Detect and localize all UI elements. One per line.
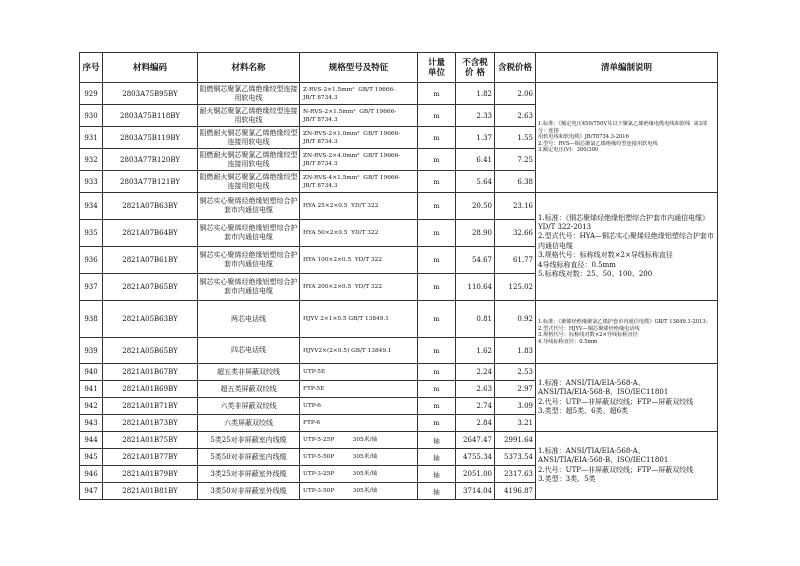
material-code: 2821A07B64BY: [103, 220, 198, 247]
material-code: 2821A01B81BY: [103, 483, 198, 500]
price-excl-tax: 110.64: [456, 274, 495, 301]
material-code: 2821A01B73BY: [103, 415, 198, 432]
header-name: 材料名称: [198, 53, 300, 83]
material-code: 2803A75B118BY: [103, 105, 198, 127]
unit: m: [418, 364, 456, 381]
spec-model: HYA 200×2×0.5 YD/T 322: [300, 274, 418, 301]
row-number: 933: [80, 171, 103, 193]
row-number: 943: [80, 415, 103, 432]
row-number: 946: [80, 466, 103, 483]
material-name: 铜芯实心聚烯烃绝缘铝塑综合护套市内通信电缆: [198, 247, 300, 274]
unit: m: [418, 381, 456, 398]
material-name: 5类25对非屏蔽室内线缆: [198, 432, 300, 449]
unit: 轴: [418, 466, 456, 483]
notes-g3: 1.标准：《聚烯烃绝缘聚氯乙烯护套市内通信电缆》GB/T 13849.1-2013；2.型式代号：HJYV—铜芯聚烯烃绝缘电话线 3.规格代号：标称线对数×2×导线标称直径 4.导线标称直径：0.5mm: [536, 301, 718, 364]
price-excl-tax: 54.67: [456, 247, 495, 274]
row-number: 932: [80, 149, 103, 171]
row-number: 944: [80, 432, 103, 449]
table-row: [80, 432, 718, 449]
price-excl-tax: 6.41: [456, 149, 495, 171]
notes-g5: 1.标准：ANSI/TIA/EIA-568-A、 ANSI/TIA/EIA-568-B、ISO/IEC11801 2.代号：UTP—非屏蔽双绞线；FTP—屏蔽双绞线 3.类型：3类、5类: [536, 432, 718, 500]
price-incl-tax: 2.97: [495, 381, 536, 398]
material-name: 5类50对非屏蔽室内线缆: [198, 449, 300, 466]
material-name: 六类非屏蔽双绞线: [198, 398, 300, 415]
unit: m: [418, 301, 456, 338]
spec-model: HJYV2×(2×0.5) GB/T 13849.1: [300, 338, 418, 364]
material-code: 2803A77B120BY: [103, 149, 198, 171]
price-incl-tax: 2.53: [495, 364, 536, 381]
material-code: 2821A01B75BY: [103, 432, 198, 449]
spec-model: FTP-5E: [300, 381, 418, 398]
spec-model: N-RVS-2×1.5mm² GB/T 19666- JB/T 8734.3: [300, 105, 418, 127]
price-excl-tax: 2.74: [456, 398, 495, 415]
table-row: [80, 83, 718, 105]
material-name: 四芯电话线: [198, 338, 300, 364]
material-code: 2821A05B65BY: [103, 338, 198, 364]
price-excl-tax: 2.33: [456, 105, 495, 127]
material-code: 2803A77B121BY: [103, 171, 198, 193]
unit: m: [418, 274, 456, 301]
notes-g2: 1.标准：《铜芯聚烯烃绝缘铝塑综合护套市内通信电缆》YD/T 322-2013 2.型式代号：HYA—铜芯实心聚烯烃绝缘铝塑综合护套市内通信电缆 3.规格代号：标称线对数×2×导线标称直径 4导线标称直径：0.5mm 5.标称线对数：25、50、100、200: [536, 193, 718, 301]
material-code: 2803A75B119BY: [103, 127, 198, 149]
spec-model: HYA 25×2×0.5 YD/T 322: [300, 193, 418, 220]
material-code: 2821A07B65BY: [103, 274, 198, 301]
header-price-ex: 不含税 价 格: [456, 53, 495, 83]
header-row: [80, 53, 718, 83]
material-name: 耐火铜芯聚氯乙烯绝缘绞型连接用软电线: [198, 105, 300, 127]
spec-model: FTP-6: [300, 415, 418, 432]
material-code: 2821A05B63BY: [103, 301, 198, 338]
unit: m: [418, 193, 456, 220]
material-name: 阻燃铜芯聚氯乙烯绝缘绞型连接用软电线: [198, 83, 300, 105]
row-number: 938: [80, 301, 103, 338]
material-code: 2821A01B77BY: [103, 449, 198, 466]
material-name: 阻燃耐火铜芯聚氯乙烯绝缘绞型连接用软电线: [198, 127, 300, 149]
spec-model: UTP-5-25P 305米/轴: [300, 432, 418, 449]
row-number: 931: [80, 127, 103, 149]
table-row: [80, 193, 718, 220]
row-number: 935: [80, 220, 103, 247]
spec-model: HYA 50×2×0.5 YD/T 322: [300, 220, 418, 247]
spec-model: ZN-RVS-2×4.0mm² GB/T 19666- JB/T 8734.3: [300, 149, 418, 171]
material-code: 2821A07B63BY: [103, 193, 198, 220]
material-name: 两芯电话线: [198, 301, 300, 338]
spec-model: HJYV 2×1×0.5 GB/T 13849.1: [300, 301, 418, 338]
spec-model: UTP-5E: [300, 364, 418, 381]
material-name: 3类25对非屏蔽室外线缆: [198, 466, 300, 483]
table-row: [80, 364, 718, 381]
price-incl-tax: 1.83: [495, 338, 536, 364]
material-code: 2803A75B95BY: [103, 83, 198, 105]
header-price-in: 含税价格: [495, 53, 536, 83]
price-incl-tax: 3.09: [495, 398, 536, 415]
price-incl-tax: 2.63: [495, 105, 536, 127]
price-excl-tax: 2.63: [456, 381, 495, 398]
price-excl-tax: 2647.47: [456, 432, 495, 449]
material-name: 阻燃耐火铜芯聚氯乙烯绝缘绞型连接用软电线: [198, 171, 300, 193]
price-excl-tax: 1.62: [456, 338, 495, 364]
material-code: 2821A01B79BY: [103, 466, 198, 483]
row-number: 939: [80, 338, 103, 364]
spec-model: UTP-3-50P 305米/轴: [300, 483, 418, 500]
notes-g1: 1.标准：《额定电压450/750V及以下聚氯乙烯绝缘电缆电线和软线 第3部分：连接 用软电线和软电缆》JB/T8734.3-2016 2.型号：RVS—铜芯聚氯乙烯绝缘绞型连接用软电线 3.额定电压(V)：300/300: [536, 83, 718, 193]
price-incl-tax: 5373.54: [495, 449, 536, 466]
header-code: 材料编码: [103, 53, 198, 83]
material-name: 铜芯实心聚烯烃绝缘铝塑综合护套市内通信电缆: [198, 220, 300, 247]
price-incl-tax: 4196.87: [495, 483, 536, 500]
unit: 轴: [418, 483, 456, 500]
material-name: 超五类屏蔽双绞线: [198, 381, 300, 398]
material-code: 2821A01B69BY: [103, 381, 198, 398]
material-name: 铜芯实心聚烯烃绝缘铝塑综合护套市内通信电缆: [198, 274, 300, 301]
spec-model: UTP-5-50P 305米/轴: [300, 449, 418, 466]
price-incl-tax: 3.21: [495, 415, 536, 432]
row-number: 940: [80, 364, 103, 381]
price-excl-tax: 1.82: [456, 83, 495, 105]
price-excl-tax: 20.50: [456, 193, 495, 220]
unit: 轴: [418, 449, 456, 466]
price-excl-tax: 2.24: [456, 364, 495, 381]
material-code: 2821A07B61BY: [103, 247, 198, 274]
unit: m: [418, 398, 456, 415]
price-excl-tax: 0.81: [456, 301, 495, 338]
row-number: 937: [80, 274, 103, 301]
material-name: 铜芯实心聚烯烃绝缘铝塑综合护套市内通信电缆: [198, 193, 300, 220]
material-name: 3类50对非屏蔽室外线缆: [198, 483, 300, 500]
header-no: 序号: [80, 53, 103, 83]
unit: m: [418, 127, 456, 149]
unit: m: [418, 415, 456, 432]
price-incl-tax: 61.77: [495, 247, 536, 274]
row-number: 934: [80, 193, 103, 220]
price-incl-tax: 125.02: [495, 274, 536, 301]
row-number: 947: [80, 483, 103, 500]
price-incl-tax: 0.92: [495, 301, 536, 338]
material-name: 超五类非屏蔽双绞线: [198, 364, 300, 381]
spec-model: UTP-6: [300, 398, 418, 415]
unit: m: [418, 171, 456, 193]
table-row: [80, 301, 718, 338]
row-number: 929: [80, 83, 103, 105]
notes-g4: 1.标准：ANSI/TIA/EIA-568-A、 ANSI/TIA/EIA-568-B、ISO/IEC11801 2.代号：UTP—非屏蔽双绞线；FTP—屏蔽双绞线 3.类型：超5类、6类、超6类: [536, 364, 718, 432]
material-code: 2821A01B71BY: [103, 398, 198, 415]
unit: m: [418, 338, 456, 364]
unit: m: [418, 105, 456, 127]
unit: m: [418, 247, 456, 274]
price-incl-tax: 32.66: [495, 220, 536, 247]
row-number: 930: [80, 105, 103, 127]
spec-model: ZN-RVS-4×1.5mm² GB/T 19666- JB/T 8734.3: [300, 171, 418, 193]
price-excl-tax: 1.37: [456, 127, 495, 149]
unit: m: [418, 83, 456, 105]
unit: m: [418, 220, 456, 247]
material-name: 阻燃耐火铜芯聚氯乙烯绝缘绞型连接用软电线: [198, 149, 300, 171]
row-number: 945: [80, 449, 103, 466]
price-incl-tax: 7.25: [495, 149, 536, 171]
price-incl-tax: 1.55: [495, 127, 536, 149]
price-excl-tax: 2051.00: [456, 466, 495, 483]
header-spec: 规格型号及特征: [300, 53, 418, 83]
price-incl-tax: 2.06: [495, 83, 536, 105]
spec-model: HYA 100×2×0.5 YD/T 322: [300, 247, 418, 274]
spec-model: Z-RVS-2×1.5mm² GB/T 19666- JB/T 8734.3: [300, 83, 418, 105]
material-price-table: [79, 52, 718, 500]
material-code: 2821A01B67BY: [103, 364, 198, 381]
price-incl-tax: 23.16: [495, 193, 536, 220]
price-excl-tax: 3714.04: [456, 483, 495, 500]
unit: 轴: [418, 432, 456, 449]
spec-model: ZN-RVS-2×1.0mm² GB/T 19666- JB/T 8734.3: [300, 127, 418, 149]
header-notes: 清单编制说明: [536, 53, 718, 83]
price-incl-tax: 6.38: [495, 171, 536, 193]
price-excl-tax: 4755.34: [456, 449, 495, 466]
row-number: 936: [80, 247, 103, 274]
row-number: 942: [80, 398, 103, 415]
price-incl-tax: 2317.63: [495, 466, 536, 483]
row-number: 941: [80, 381, 103, 398]
header-unit: 计量 单位: [418, 53, 456, 83]
material-name: 六类屏蔽双绞线: [198, 415, 300, 432]
spec-model: UTP-3-25P 305米/轴: [300, 466, 418, 483]
price-incl-tax: 2991.64: [495, 432, 536, 449]
unit: m: [418, 149, 456, 171]
price-excl-tax: 28.90: [456, 220, 495, 247]
price-excl-tax: 2.84: [456, 415, 495, 432]
price-excl-tax: 5.64: [456, 171, 495, 193]
